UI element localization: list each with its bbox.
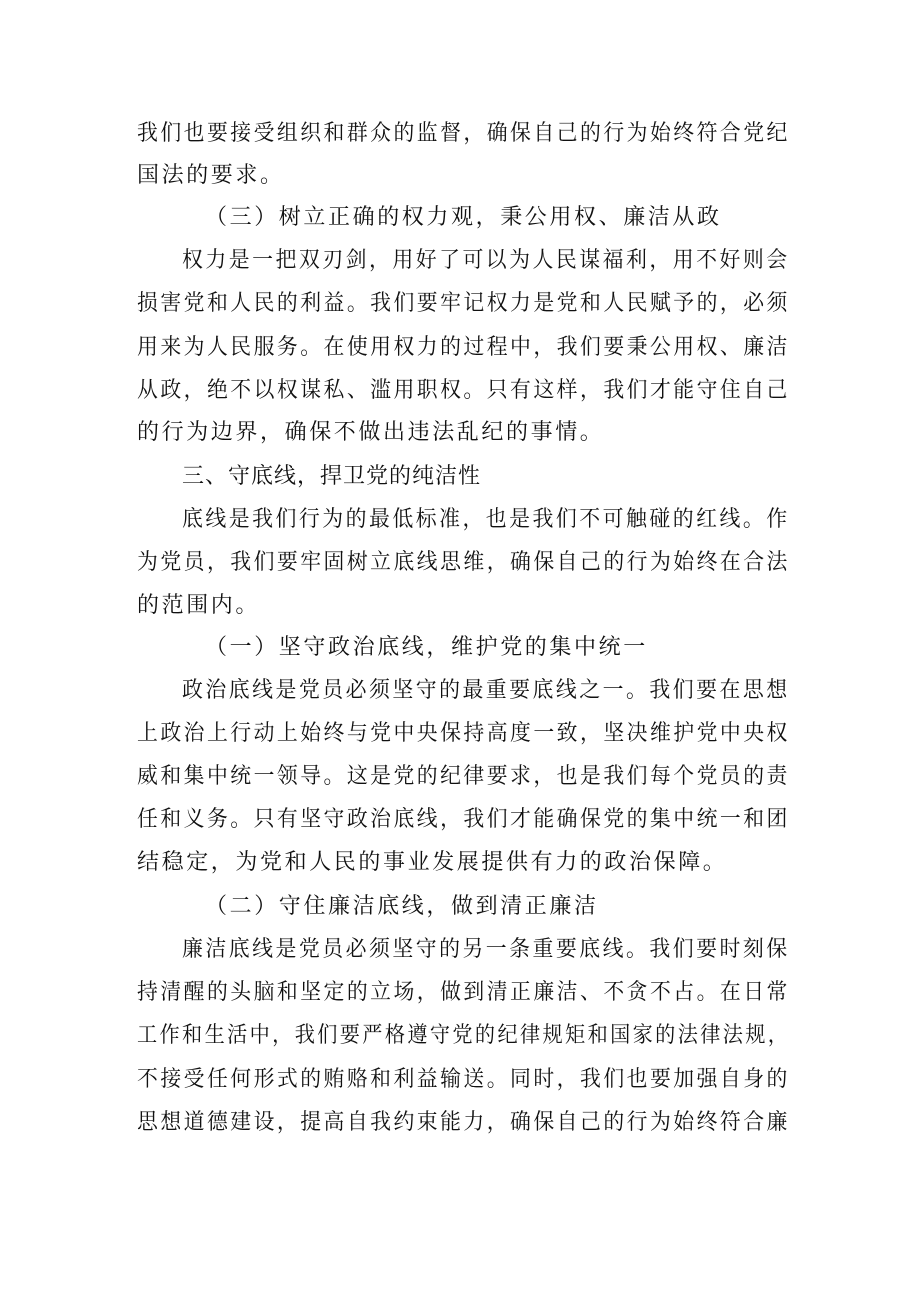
- paragraph-line: 工作和生活中，我们要严格遵守党的纪律规矩和国家的法律法规，: [137, 1023, 791, 1048]
- paragraph-line: 威和集中统一领导。这是党的纪律要求，也是我们每个党员的责: [137, 764, 790, 789]
- paragraph-line: 廉洁底线是党员必须坚守的另一条重要底线。我们要时刻保: [182, 937, 790, 962]
- paragraph-line: 用来为人民服务。在使用权力的过程中，我们要秉公用权、廉洁: [137, 335, 790, 360]
- paragraph-line: 上政治上行动上始终与党中央保持高度一致，坚决维护党中央权: [137, 721, 790, 746]
- paragraph-line: 任和义务。只有坚守政治底线，我们才能确保党的集中统一和团: [137, 807, 790, 832]
- paragraph-line: 从政，绝不以权谋私、滥用职权。只有这样，我们才能守住自己: [137, 378, 790, 403]
- paragraph-line: 结稳定，为党和人民的事业发展提供有力的政治保障。: [137, 850, 728, 875]
- paragraph-line: 的行为边界，确保不做出违法乱纪的事情。: [137, 420, 605, 445]
- paragraph-line: 国法的要求。: [137, 163, 285, 188]
- subheading-power: （三）树立正确的权力观，秉公用权、廉洁从政: [205, 205, 722, 230]
- paragraph-line: 底线是我们行为的最低标准，也是我们不可触碰的红线。作: [182, 507, 790, 532]
- paragraph-line: 的范围内。: [137, 593, 261, 618]
- paragraph-line: 思想道德建设，提高自我约束能力，确保自己的行为始终符合廉: [137, 1110, 790, 1135]
- paragraph-line: 权力是一把双刃剑，用好了可以为人民谋福利，用不好则会: [182, 248, 790, 273]
- section-heading: 三、守底线，捍卫党的纯洁性: [182, 464, 482, 489]
- paragraph-line: 损害党和人民的利益。我们要牢记权力是党和人民赋予的，必须: [137, 291, 790, 316]
- paragraph-line: 我们也要接受组织和群众的监督，确保自己的行为始终符合党纪: [137, 121, 790, 146]
- paragraph-line: 政治底线是党员必须坚守的最重要底线之一。我们要在思想: [182, 678, 790, 703]
- paragraph-line: 持清醒的头脑和坚定的立场，做到清正廉洁、不贪不占。在日常: [137, 980, 790, 1005]
- subheading-integrity: （二）守住廉洁底线，做到清正廉洁: [205, 894, 599, 919]
- paragraph-line: 不接受任何形式的贿赂和利益输送。同时，我们也要加强自身的: [137, 1067, 790, 1092]
- paragraph-line: 为党员，我们要牢固树立底线思维，确保自己的行为始终在合法: [137, 550, 790, 575]
- subheading-political: （一）坚守政治底线，维护党的集中统一: [205, 635, 648, 660]
